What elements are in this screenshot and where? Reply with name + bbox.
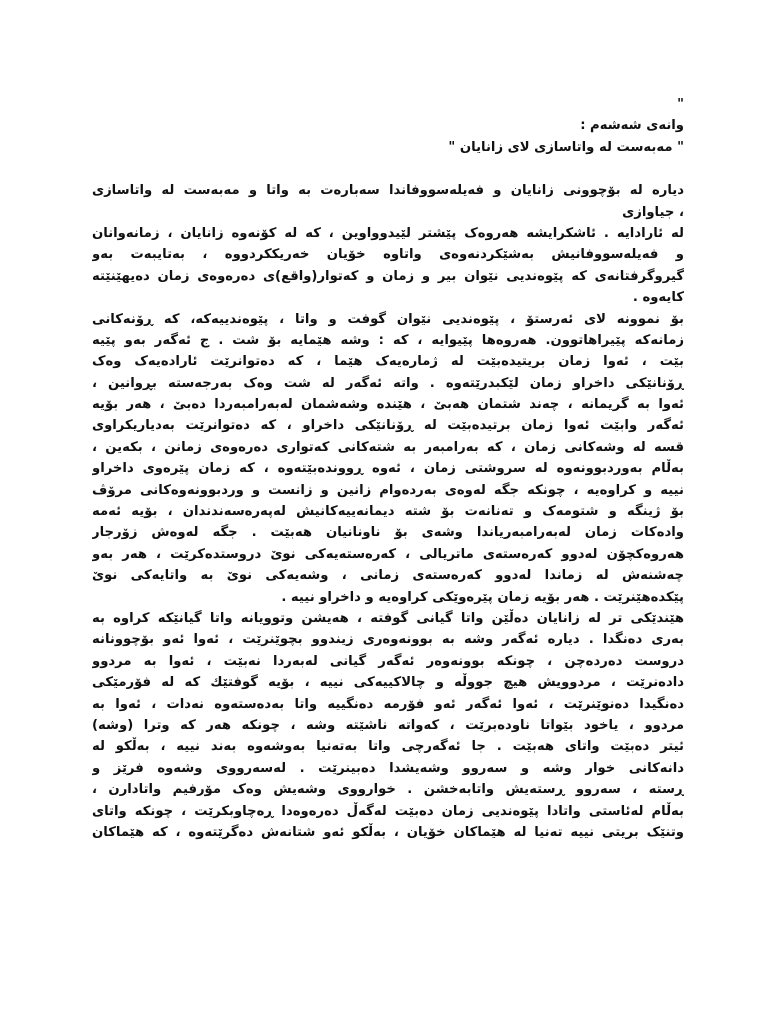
text-line: کایەوە . [632, 290, 684, 306]
text-line: دانەکانی خوار وشە و سەروو وشەیشدا دەبینرێت . لەسەرووی وشەوە فرێز و [92, 760, 684, 776]
text-line: هێندێکی تر لە زانایان دەڵێن واتا گیانی گوفتە ، هەیشن وتوویانە واتا گیانێکە کراوە بە [92, 610, 684, 626]
text-line: لە ئارادایە . ئاشکرایشە هەروەک پێشتر لێیدوواوین ، کە لە کۆنەوە زانایان ، زمانەوانان [92, 225, 684, 241]
text-line: ، جیاوازی [622, 204, 684, 220]
lesson-subtitle: " مەبەست لە واتاسازی لای زانایان " [448, 139, 684, 155]
text-line: دروست دەردەچن ، چونکە بوونەوەر ئەگەر گیانی لەبەردا نەبێت ، ئەوا بە مردوو [92, 653, 684, 669]
text-line: گیروگرفتانەی کە پێوەندیی نێوان بیر و زمان و کەتوار(واقع)ی دەرەوەی زمان دەیهێنێتە [92, 268, 684, 284]
opening-quote-mark: " [677, 97, 684, 112]
text-line: وتنێک بریتی نییە تەنیا لە هێماکان خۆیان ، بەڵکو ئەو شتانەش دەگرێتەوە ، کە هێماکان [92, 824, 684, 840]
text-line: قسە لە وشەکانی زمان ، کە بەرامبەر بە شتەکانی کەتواری دەرەوەی زمانن ، بکەین ، [92, 439, 684, 455]
text-line: دەنگیدا دەنوێنرێت ، ئەوا ئەگەر ئەو فۆرمە دەنگییە واتا بەدەستەوە نەدات ، ئەوا بە [92, 696, 684, 712]
lesson-label: وانەی شەشەم : [580, 118, 684, 134]
text-line: بۆ نموونە لای ئەرستۆ ، پێوەندیی نێوان گوفت و واتا ، پێوەندییەکە، کە ڕۆنەکانی [92, 311, 684, 327]
text-line: مردوو ، یاخود بێواتا ناودەبرێت ، کەواتە ناشێتە وشە ، چونکە هەر کە وترا (وشە) [92, 717, 684, 733]
text-line: پێکدەهێنرێت . هەر بۆیە زمان پێرەوێکی کراوەیە و داخراو نییە . [281, 589, 684, 605]
document-body [92, 94, 684, 843]
text-line: بەڵام بەوردبوونەوە لە سروشتی زمان ، ئەوە ڕووندەبێتەوە ، کە زمان پێرەوی داخراو [92, 461, 684, 477]
text-line: ڕستە ، سەروو ڕستەیش واتابەخشن . خوارووی وشەیش وەک مۆرفیم واتادارن ، [92, 782, 684, 798]
text-line: ئەگەر وابێت ئەوا زمان برتیدەبێت لە ڕۆنانێکی داخراو ، کە دەتوانرێت بەدیاریکراوی [92, 418, 684, 434]
text-line: ئەوا بە گریمانە ، چەند شتمان هەبێ ، هێندە وشەشمان لەبەرامبەردا دەبێ ، هەر بۆیە [92, 397, 684, 413]
text-line: و فەیلەسووفانیش بەشێکردنەوەی واتاوە خۆیان خەریککردووە ، بەتایبەت بەو [92, 247, 684, 263]
text-line: بەڵام لەئاستی واتادا پێوەندیی زمان دەبێت لەگەڵ دەرەوەدا ڕەچاوبکرێت ، چونکە واتای [92, 803, 684, 819]
text-line: ڕۆنانێکی داخراو زمان لێکبدرێتەوە . واتە ئەگەر لە شت وەک بەرجەستە بڕوانین ، [92, 375, 684, 391]
text-line: بۆ ژینگە و شتومەک و تەنانەت بۆ شتە دیمانەییەکانیش لەپەرەسەندندان ، بۆیە ئەمە [92, 504, 684, 520]
text-line: بەری دەنگدا . دیارە ئەگەر وشە بە بوونەوەری زیندوو بچوێنرێت ، ئەوا ئەو بۆچوونانە [92, 632, 684, 648]
text-line: وادەکات زمان لەبەرامبەریاندا وشەی بۆ ناونانیان هەبێت . جگە لەوەش زۆرجار [92, 525, 684, 541]
spacer [92, 158, 684, 180]
text-line: ئیتر دەبێت واتای هەبێت . جا ئەگەرچی واتا بەتەنیا بەوشەوە بەند نییە ، بەڵکو لە [92, 739, 684, 755]
text-line: بێت ، ئەوا زمان بریتیدەبێت لە ژمارەیەک هێما ، کە دەتوانرێت ئارادەیەک وەک [92, 354, 684, 370]
text-line: نییە و کراوەیە ، چونکە جگە لەوەی بەردەوام زانین و زانست و وردبوونەوەکانی مرۆڤ [92, 482, 684, 498]
text-line: دیارە لە بۆچوونی زانایان و فەیلەسووفاندا سەبارەت بە واتا و مەبەست لە واتاسازی [92, 183, 684, 199]
text-line: زمانەکە پێیراهاتوون. هەروەها پێیوایە ، کە : وشە هێمایە بۆ شت . ج ئەگەر بەو پێیە [92, 332, 684, 348]
text-line: دادەنرێت ، مردوویش هیچ جووڵە و چالاکییەکی نییە ، بۆیە گوفتێك کە لە فۆرمێکی [92, 675, 684, 691]
text-line: هەروەکچۆن لەدوو کەرەستەی ماتریالی ، کەرەستەیەکی نوێ دروستدەکرێت ، هەر بەو [92, 546, 684, 562]
text-line: چەشنەش لە زماندا لەدوو کەرەستەی زمانی ، وشەیەکی نوێ بە واتایەکی نوێ [92, 568, 684, 584]
